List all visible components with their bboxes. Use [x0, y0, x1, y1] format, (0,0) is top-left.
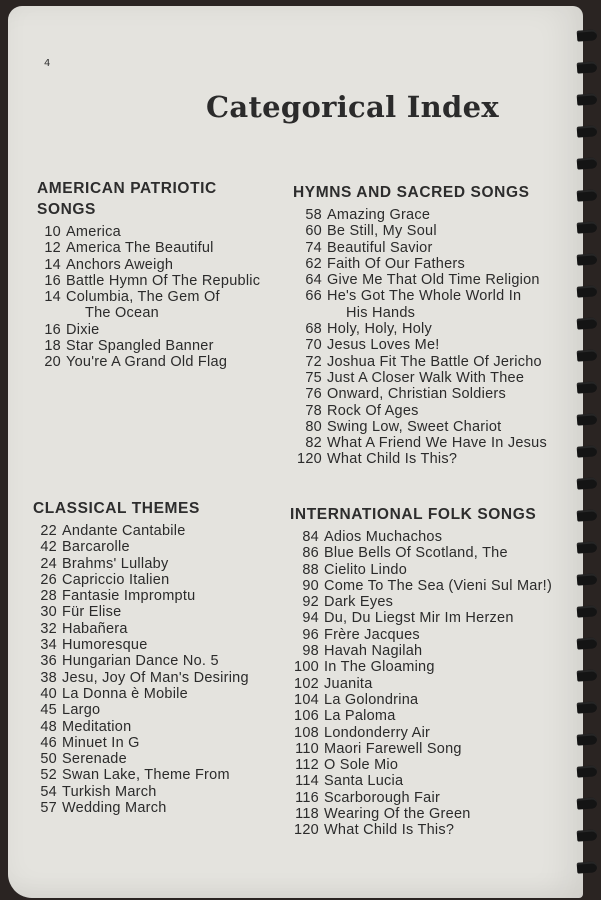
- entry-page-number: 84: [302, 529, 319, 545]
- index-entry: [33, 653, 283, 669]
- entry-title: Turkish March: [62, 783, 157, 800]
- binding-ring: [577, 317, 598, 329]
- entry-page-number: 70: [305, 337, 322, 354]
- entry-page-number: 112: [295, 757, 319, 774]
- index-entry: [290, 692, 568, 708]
- entry-page-number: 28: [40, 588, 57, 605]
- index-entry: [293, 354, 563, 370]
- entry-page-number: 94: [302, 610, 319, 627]
- entry-title: Dixie: [66, 321, 100, 338]
- index-entry: [293, 419, 563, 435]
- index-entry: [37, 289, 277, 305]
- index-entry: [290, 708, 568, 724]
- index-entry: [33, 800, 283, 816]
- binding-ring: [577, 605, 598, 617]
- entry-page-number: 116: [295, 789, 319, 806]
- entry-title: America The Beautiful: [66, 240, 214, 257]
- entry-title: Havah Nagilah: [324, 643, 423, 660]
- entry-title: Santa Lucia: [324, 773, 404, 790]
- entry-title: Humoresque: [62, 637, 148, 654]
- index-entry: [33, 604, 283, 620]
- entry-title: Du, Du Liegst Mir Im Herzen: [324, 610, 514, 627]
- index-entry: [33, 572, 283, 588]
- entry-title: Hungarian Dance No. 5: [62, 653, 219, 670]
- entry-title: Wearing Of the Green: [324, 806, 471, 823]
- index-entry: [33, 751, 283, 767]
- section-heading: [33, 498, 283, 519]
- entry-title: Blue Bells Of Scotland, The: [324, 545, 508, 562]
- entry-title: You're A Grand Old Flag: [66, 354, 228, 371]
- entry-page-number: 100: [294, 659, 319, 676]
- index-entry: [293, 240, 563, 256]
- binding-ring: [577, 157, 598, 169]
- entry-page-number: 36: [40, 653, 57, 670]
- index-entry: [33, 539, 283, 555]
- entry-page-number: 96: [302, 626, 319, 643]
- entry-title: O Sole Mio: [324, 757, 399, 774]
- entry-page-number: 82: [305, 435, 322, 452]
- entry-page-number: 20: [44, 354, 61, 371]
- entry-title: Juanita: [324, 675, 373, 692]
- binding-ring: [577, 669, 598, 681]
- binding-ring: [577, 477, 598, 489]
- entry-page-number: 92: [302, 594, 319, 611]
- spiral-binding: [571, 0, 601, 900]
- page-number: 4: [44, 58, 51, 69]
- binding-ring: [577, 125, 598, 137]
- entry-title: Minuet In G: [62, 734, 140, 751]
- entry-title: Swan Lake, Theme From: [62, 767, 230, 784]
- index-entry: [290, 757, 568, 773]
- entry-page-number: 52: [40, 767, 57, 784]
- entry-title: Habañera: [62, 620, 128, 637]
- binding-ring: [577, 445, 598, 457]
- index-entry: [293, 272, 563, 288]
- entry-title: Wedding March: [62, 800, 167, 817]
- entry-title: Serenade: [62, 751, 127, 768]
- binding-ring: [577, 253, 598, 265]
- index-entry: [33, 702, 283, 718]
- index-entry: [33, 588, 283, 604]
- index-entry: [290, 822, 568, 838]
- index-entry: [33, 523, 283, 539]
- section-heading-line: HYMNS AND SACRED SONGS: [293, 184, 530, 201]
- entry-title: Amazing Grace: [327, 207, 431, 223]
- entry-page-number: 80: [305, 418, 322, 435]
- index-entry-continuation: [293, 305, 563, 321]
- entry-page-number: 26: [40, 571, 57, 588]
- entry-page-number: 40: [40, 685, 57, 702]
- entry-title: What A Friend We Have In Jesus: [327, 435, 547, 452]
- entry-page-number-blank: [37, 305, 61, 321]
- entry-page-number: 14: [44, 256, 61, 273]
- entry-title: Give Me That Old Time Religion: [327, 272, 540, 289]
- entry-page-number: 75: [305, 369, 322, 386]
- entry-page-number: 60: [305, 223, 322, 240]
- entry-page-number: 102: [294, 675, 319, 692]
- entry-page-number: 50: [40, 751, 57, 768]
- index-entry: [33, 556, 283, 572]
- entry-page-number: 46: [40, 734, 57, 751]
- entry-page-number: 106: [294, 708, 319, 725]
- entry-title: Dark Eyes: [324, 594, 394, 611]
- entry-page-number: 62: [305, 255, 322, 272]
- binding-ring: [577, 29, 598, 41]
- entry-page-number: 32: [40, 620, 57, 637]
- index-entry: [37, 338, 277, 354]
- entry-page-number: 104: [294, 691, 319, 708]
- index-entry: [293, 435, 563, 451]
- binding-ring: [577, 381, 598, 393]
- entry-page-number: 120: [297, 451, 322, 468]
- index-entry: [290, 545, 568, 561]
- entry-page-number: 48: [40, 718, 57, 735]
- entry-page-number: 110: [295, 740, 319, 757]
- entry-title: Meditation: [62, 718, 132, 735]
- entry-title: Für Elise: [62, 604, 122, 621]
- entry-page-number: 72: [305, 353, 322, 370]
- entry-page-number: 68: [305, 321, 322, 338]
- binding-ring: [577, 221, 598, 233]
- entry-title: What Child Is This?: [324, 822, 455, 839]
- entry-page-number: 38: [40, 669, 57, 686]
- entry-page-number: 74: [305, 239, 322, 256]
- index-entry: [33, 767, 283, 783]
- index-entry: [290, 676, 568, 692]
- entry-page-number: 88: [302, 561, 319, 578]
- index-entry: [33, 719, 283, 735]
- index-entry: [293, 337, 563, 353]
- entry-page-number: 58: [305, 207, 322, 223]
- entry-page-number: 14: [44, 289, 61, 306]
- index-entry: [293, 386, 563, 402]
- index-entry: [290, 578, 568, 594]
- index-entry: [290, 725, 568, 741]
- entry-title: Jesu, Joy Of Man's Desiring: [62, 669, 249, 686]
- entry-page-number: 64: [305, 272, 322, 289]
- entry-page-number: 16: [44, 272, 61, 289]
- binding-ring: [577, 189, 598, 201]
- entry-page-number: 108: [294, 724, 319, 741]
- entry-title: Faith Of Our Fathers: [327, 255, 465, 272]
- index-entry: [293, 370, 563, 386]
- entry-page-number: 22: [40, 523, 57, 539]
- entry-title-continuation: The Ocean: [85, 305, 159, 322]
- index-entry: [293, 223, 563, 239]
- binding-ring: [577, 573, 598, 585]
- entry-page-number: 12: [44, 240, 61, 257]
- section-heading: [293, 182, 563, 203]
- index-entry: [293, 207, 563, 223]
- index-entry: [290, 806, 568, 822]
- entry-title: Frère Jacques: [324, 626, 420, 643]
- index-entry: [37, 354, 277, 370]
- entry-title: Barcarolle: [62, 539, 130, 556]
- entry-page-number: 98: [302, 643, 319, 660]
- index-entry: [290, 594, 568, 610]
- entry-title: Beautiful Savior: [327, 239, 433, 256]
- entry-title: La Paloma: [324, 708, 396, 725]
- binding-ring: [577, 637, 598, 649]
- index-entry: [290, 643, 568, 659]
- section-classical-themes: [33, 498, 283, 816]
- section-american-patriotic: [37, 178, 277, 371]
- index-entry: [37, 322, 277, 338]
- entry-title: La Donna è Mobile: [62, 685, 188, 702]
- section-heading-line: AMERICAN PATRIOTIC: [37, 180, 217, 197]
- entry-title: Holy, Holy, Holy: [327, 321, 432, 338]
- entry-page-number: 45: [40, 702, 57, 719]
- entry-title: Andante Cantabile: [62, 523, 186, 539]
- entry-title: Cielito Lindo: [324, 561, 408, 578]
- entry-title: Maori Farewell Song: [324, 740, 462, 757]
- entry-title: Scarborough Fair: [324, 789, 441, 806]
- index-entry: [290, 773, 568, 789]
- entry-title: Fantasie Impromptu: [62, 588, 196, 605]
- index-entry: [293, 403, 563, 419]
- entry-title: Swing Low, Sweet Chariot: [327, 418, 502, 435]
- index-entry: [293, 256, 563, 272]
- entry-page-number: 18: [44, 338, 61, 355]
- binding-ring: [577, 829, 598, 841]
- entry-page-number: 54: [40, 783, 57, 800]
- index-entry: [33, 670, 283, 686]
- index-entry-continuation: [37, 305, 277, 321]
- entry-title: Rock Of Ages: [327, 402, 419, 419]
- binding-ring: [577, 285, 598, 297]
- index-entry: [290, 741, 568, 757]
- section-heading-line: INTERNATIONAL FOLK SONGS: [290, 506, 537, 523]
- binding-ring: [577, 733, 598, 745]
- entry-page-number: 90: [302, 577, 319, 594]
- index-entry: [290, 610, 568, 626]
- binding-ring: [577, 61, 598, 73]
- entry-title: Come To The Sea (Vieni Sul Mar!): [324, 577, 553, 594]
- entry-page-number: 86: [302, 545, 319, 562]
- entry-title: America: [66, 224, 121, 240]
- entry-page-number: 76: [305, 386, 322, 403]
- entry-title: Be Still, My Soul: [327, 223, 437, 240]
- section-international-folk: [290, 504, 568, 839]
- index-entry: [37, 224, 277, 240]
- entry-title: Joshua Fit The Battle Of Jericho: [327, 353, 542, 370]
- index-entry: [33, 735, 283, 751]
- entry-title: Onward, Christian Soldiers: [327, 386, 506, 403]
- index-entry: [293, 321, 563, 337]
- index-entry: [33, 784, 283, 800]
- index-entry: [33, 686, 283, 702]
- index-entry: [290, 529, 568, 545]
- entry-page-number: 42: [40, 539, 57, 556]
- index-entry: [290, 790, 568, 806]
- entry-page-number: 10: [44, 224, 61, 240]
- entry-title: In The Gloaming: [324, 659, 435, 676]
- binding-ring: [577, 861, 598, 873]
- binding-ring: [577, 349, 598, 361]
- section-hymns-sacred: [293, 182, 563, 468]
- entry-title: Londonderry Air: [324, 724, 431, 741]
- entry-page-number: 34: [40, 637, 57, 654]
- section-heading: [290, 504, 568, 525]
- entry-title: Jesus Loves Me!: [327, 337, 440, 354]
- entry-title: Anchors Aweigh: [66, 256, 174, 273]
- index-entry: [37, 257, 277, 273]
- entry-title: Just A Closer Walk With Thee: [327, 369, 525, 386]
- entry-title: Columbia, The Gem Of: [66, 289, 220, 306]
- index-entry: [293, 288, 563, 304]
- binding-ring: [577, 765, 598, 777]
- entry-title: Battle Hymn Of The Republic: [66, 272, 261, 289]
- entry-page-number: 120: [294, 822, 319, 839]
- entry-title: Star Spangled Banner: [66, 338, 214, 355]
- entry-page-number: 57: [40, 800, 57, 817]
- binding-ring: [577, 797, 598, 809]
- entry-title-continuation: His Hands: [346, 304, 416, 321]
- entry-title: What Child Is This?: [327, 451, 458, 468]
- entry-title: Adios Muchachos: [324, 529, 443, 545]
- binding-ring: [577, 413, 598, 425]
- entry-page-number: 24: [40, 555, 57, 572]
- index-entry: [290, 627, 568, 643]
- entry-title: Capriccio Italien: [62, 571, 170, 588]
- section-heading: [37, 178, 277, 220]
- entry-page-number: 16: [44, 321, 61, 338]
- page-title: Categorical Index: [206, 90, 499, 124]
- entry-title: He's Got The Whole World In: [327, 288, 522, 305]
- binding-ring: [577, 93, 598, 105]
- entry-title: La Golondrina: [324, 691, 419, 708]
- entry-page-number: 66: [305, 288, 322, 305]
- entry-page-number: 30: [40, 604, 57, 621]
- index-entry: [33, 637, 283, 653]
- binding-ring: [577, 701, 598, 713]
- index-entry: [37, 240, 277, 256]
- index-entry: [293, 451, 563, 467]
- index-entry: [290, 562, 568, 578]
- index-entry: [290, 659, 568, 675]
- index-entry: [33, 621, 283, 637]
- entry-page-number: 114: [295, 773, 319, 790]
- section-heading-line: SONGS: [37, 201, 96, 218]
- entry-title: Brahms' Lullaby: [62, 555, 169, 572]
- entry-page-number: 78: [305, 402, 322, 419]
- section-heading-line: CLASSICAL THEMES: [33, 500, 200, 517]
- index-entry: [37, 273, 277, 289]
- entry-page-number-blank: [293, 305, 322, 321]
- entry-title: Largo: [62, 702, 101, 719]
- binding-ring: [577, 541, 598, 553]
- book-page: [8, 6, 583, 898]
- binding-ring: [577, 509, 598, 521]
- entry-page-number: 118: [295, 806, 319, 823]
